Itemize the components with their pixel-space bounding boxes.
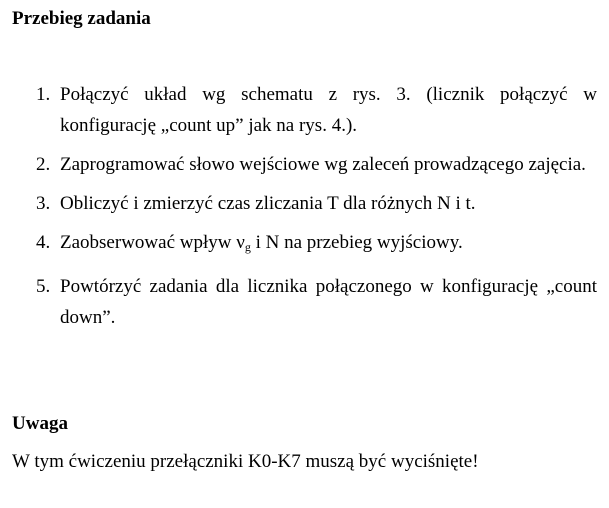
step-text: Powtórzyć zadania dla licznika połączonego w konfigurację „count down”. <box>60 276 597 328</box>
list-item <box>0 149 609 180</box>
step-number: 4. <box>36 232 51 253</box>
step-text-before: Zaobserwować wpływ ν <box>60 232 245 253</box>
list-item <box>0 227 609 263</box>
steps-list <box>0 79 609 341</box>
step-number: 2. <box>36 154 51 175</box>
step-number: 1. <box>36 84 51 105</box>
note-text: W tym ćwiczeniu przełączniki K0-K7 muszą być wyciśnięte! <box>12 451 479 472</box>
subscript-g: g <box>244 240 251 254</box>
step-text: Zaprogramować słowo wejściowe wg zaleceń prowadzącego zajęcia. <box>60 154 586 175</box>
note-heading: Uwaga <box>12 413 68 434</box>
step-text <box>60 227 597 263</box>
list-item <box>0 188 609 219</box>
section-heading: Przebieg zadania <box>12 8 151 29</box>
step-number: 3. <box>36 193 51 214</box>
step-number: 5. <box>36 276 51 297</box>
step-text-after: i N na przebieg wyjściowy. <box>250 232 463 253</box>
list-item <box>0 79 609 141</box>
step-text: Obliczyć i zmierzyć czas zliczania T dla różnych N i t. <box>60 193 476 214</box>
step-text: Połączyć układ wg schematu z rys. 3. (licznik połączyć w konfigurację „count up” jak na rys. 4.). <box>60 84 597 136</box>
list-item <box>0 271 609 333</box>
